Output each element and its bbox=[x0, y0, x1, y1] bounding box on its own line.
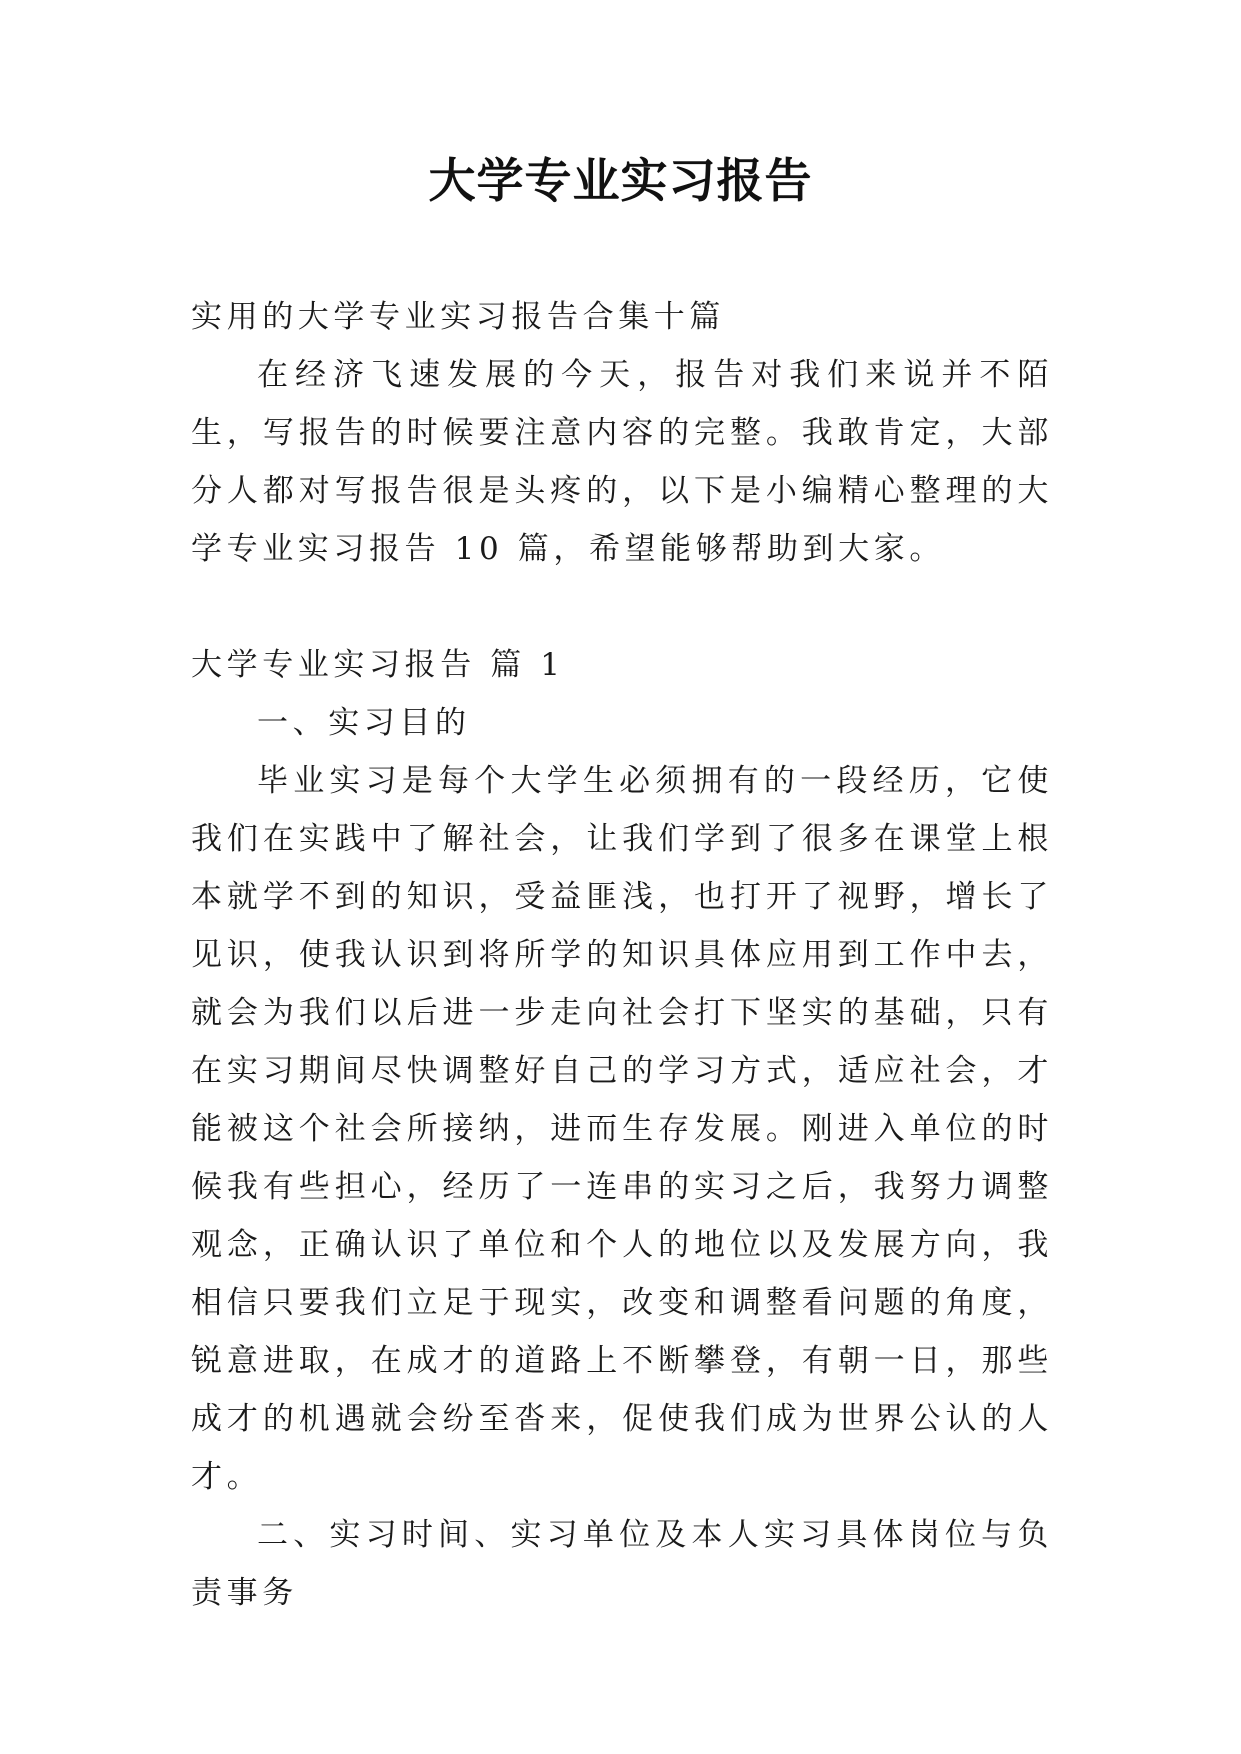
document-subtitle: 实用的大学专业实习报告合集十篇 bbox=[191, 299, 725, 335]
document-body bbox=[191, 288, 1053, 1622]
document-title: 大学专业实习报告 bbox=[428, 154, 813, 209]
part2-heading: 二、实习时间、实习单位及本人实习具体岗位与负责事务 bbox=[191, 1517, 1053, 1611]
intro-paragraph: 在经济飞速发展的今天，报告对我们来说并不陌生，写报告的时候要注意内容的完整。我敢肯定，大部分人都对写报告很是头疼的，以下是小编精心整理的大学专业实习报告 10 篇，希望能够帮助到大家。 bbox=[191, 357, 1053, 567]
part1-paragraph: 毕业实习是每个大学生必须拥有的一段经历，它使我们在实践中了解社会，让我们学到了很多在课堂上根本就学不到的知识，受益匪浅，也打开了视野，增长了见识，使我认识到将所学的知识具体应用到工作中去，就会为我们以后进一步走向社会打下坚实的基础，只有在实习期间尽快调整好自己的学习方式，适应社会，才能被这个社会所接纳，进而生存发展。刚进入单位的时候我有些担心，经历了一连串的实习之后，我努力调整观念，正确认识了单位和个人的地位以及发展方向，我相信只要我们立足于现实，改变和调整看问题的角度，锐意进取，在成才的道路上不断攀登，有朝一日，那些成才的机遇就会纷至沓来，促使我们成为世界公认的人才。 bbox=[191, 763, 1053, 1495]
section-heading: 大学专业实习报告 篇 1 bbox=[191, 647, 565, 683]
part1-heading: 一、实习目的 bbox=[257, 705, 471, 741]
